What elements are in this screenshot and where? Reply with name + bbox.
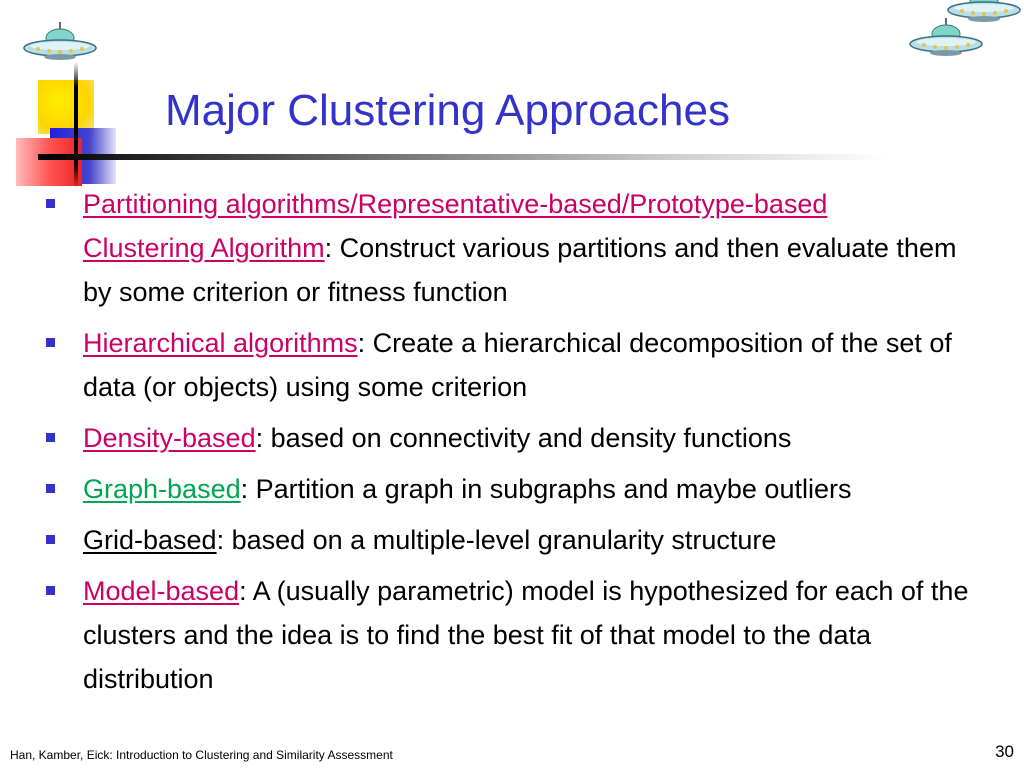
term-link-clustering-algorithm[interactable]: Clustering Algorithm: [83, 233, 325, 263]
bullet-text: : Partition a graph in subgraphs and maybe outliers: [240, 474, 852, 504]
page-number: 30: [995, 742, 1014, 761]
bullet-item-model: [44, 569, 984, 701]
title-horizontal-rule: [38, 154, 888, 160]
slide-title: Major Clustering Approaches: [165, 86, 730, 135]
term-link-partitioning[interactable]: Partitioning algorithms/Representative-based/Prototype-based: [83, 189, 828, 219]
bullet-item-density: [44, 416, 984, 460]
ufo-icon: [908, 18, 984, 60]
square-bullet-icon: [46, 433, 55, 442]
bullet-item-hierarchical: [44, 321, 984, 409]
term-link-hierarchical[interactable]: Hierarchical algorithms: [83, 328, 358, 358]
bullet-text: : Create a hierarchical decomposition of the set of data (or objects) using some criterion: [83, 328, 952, 402]
square-bullet-icon: [46, 199, 55, 208]
bullet-text: : A (usually parametric) model is hypothesized for each of the clusters and the idea is to find the best fit of that model to the data distribution: [83, 576, 969, 694]
bullet-item-partitioning: [44, 182, 984, 314]
term-link-grid[interactable]: Grid-based: [83, 525, 217, 555]
square-bullet-icon: [46, 338, 55, 347]
term-link-density[interactable]: Density-based: [83, 423, 256, 453]
title-vertical-rule: [74, 62, 78, 188]
bullet-item-grid: [44, 518, 984, 562]
yellow-square-decoration: [38, 80, 94, 134]
term-link-model[interactable]: Model-based: [83, 576, 240, 606]
ufo-icon: [22, 22, 98, 64]
red-square-decoration: [16, 138, 82, 186]
bullet-list: [44, 182, 984, 708]
square-bullet-icon: [46, 535, 55, 544]
square-bullet-icon: [46, 484, 55, 493]
bullet-text: : based on connectivity and density functions: [255, 423, 792, 453]
footer-text: Han, Kamber, Eick: Introduction to Clustering and Similarity Assessment: [10, 748, 393, 762]
bullet-text: : Construct various partitions and then evaluate them by some criterion or fitness function: [83, 233, 957, 307]
bullet-text: : based on a multiple-level granularity structure: [216, 525, 777, 555]
square-bullet-icon: [46, 586, 55, 595]
term-link-graph[interactable]: Graph-based: [83, 474, 241, 504]
bullet-item-graph: [44, 467, 984, 511]
